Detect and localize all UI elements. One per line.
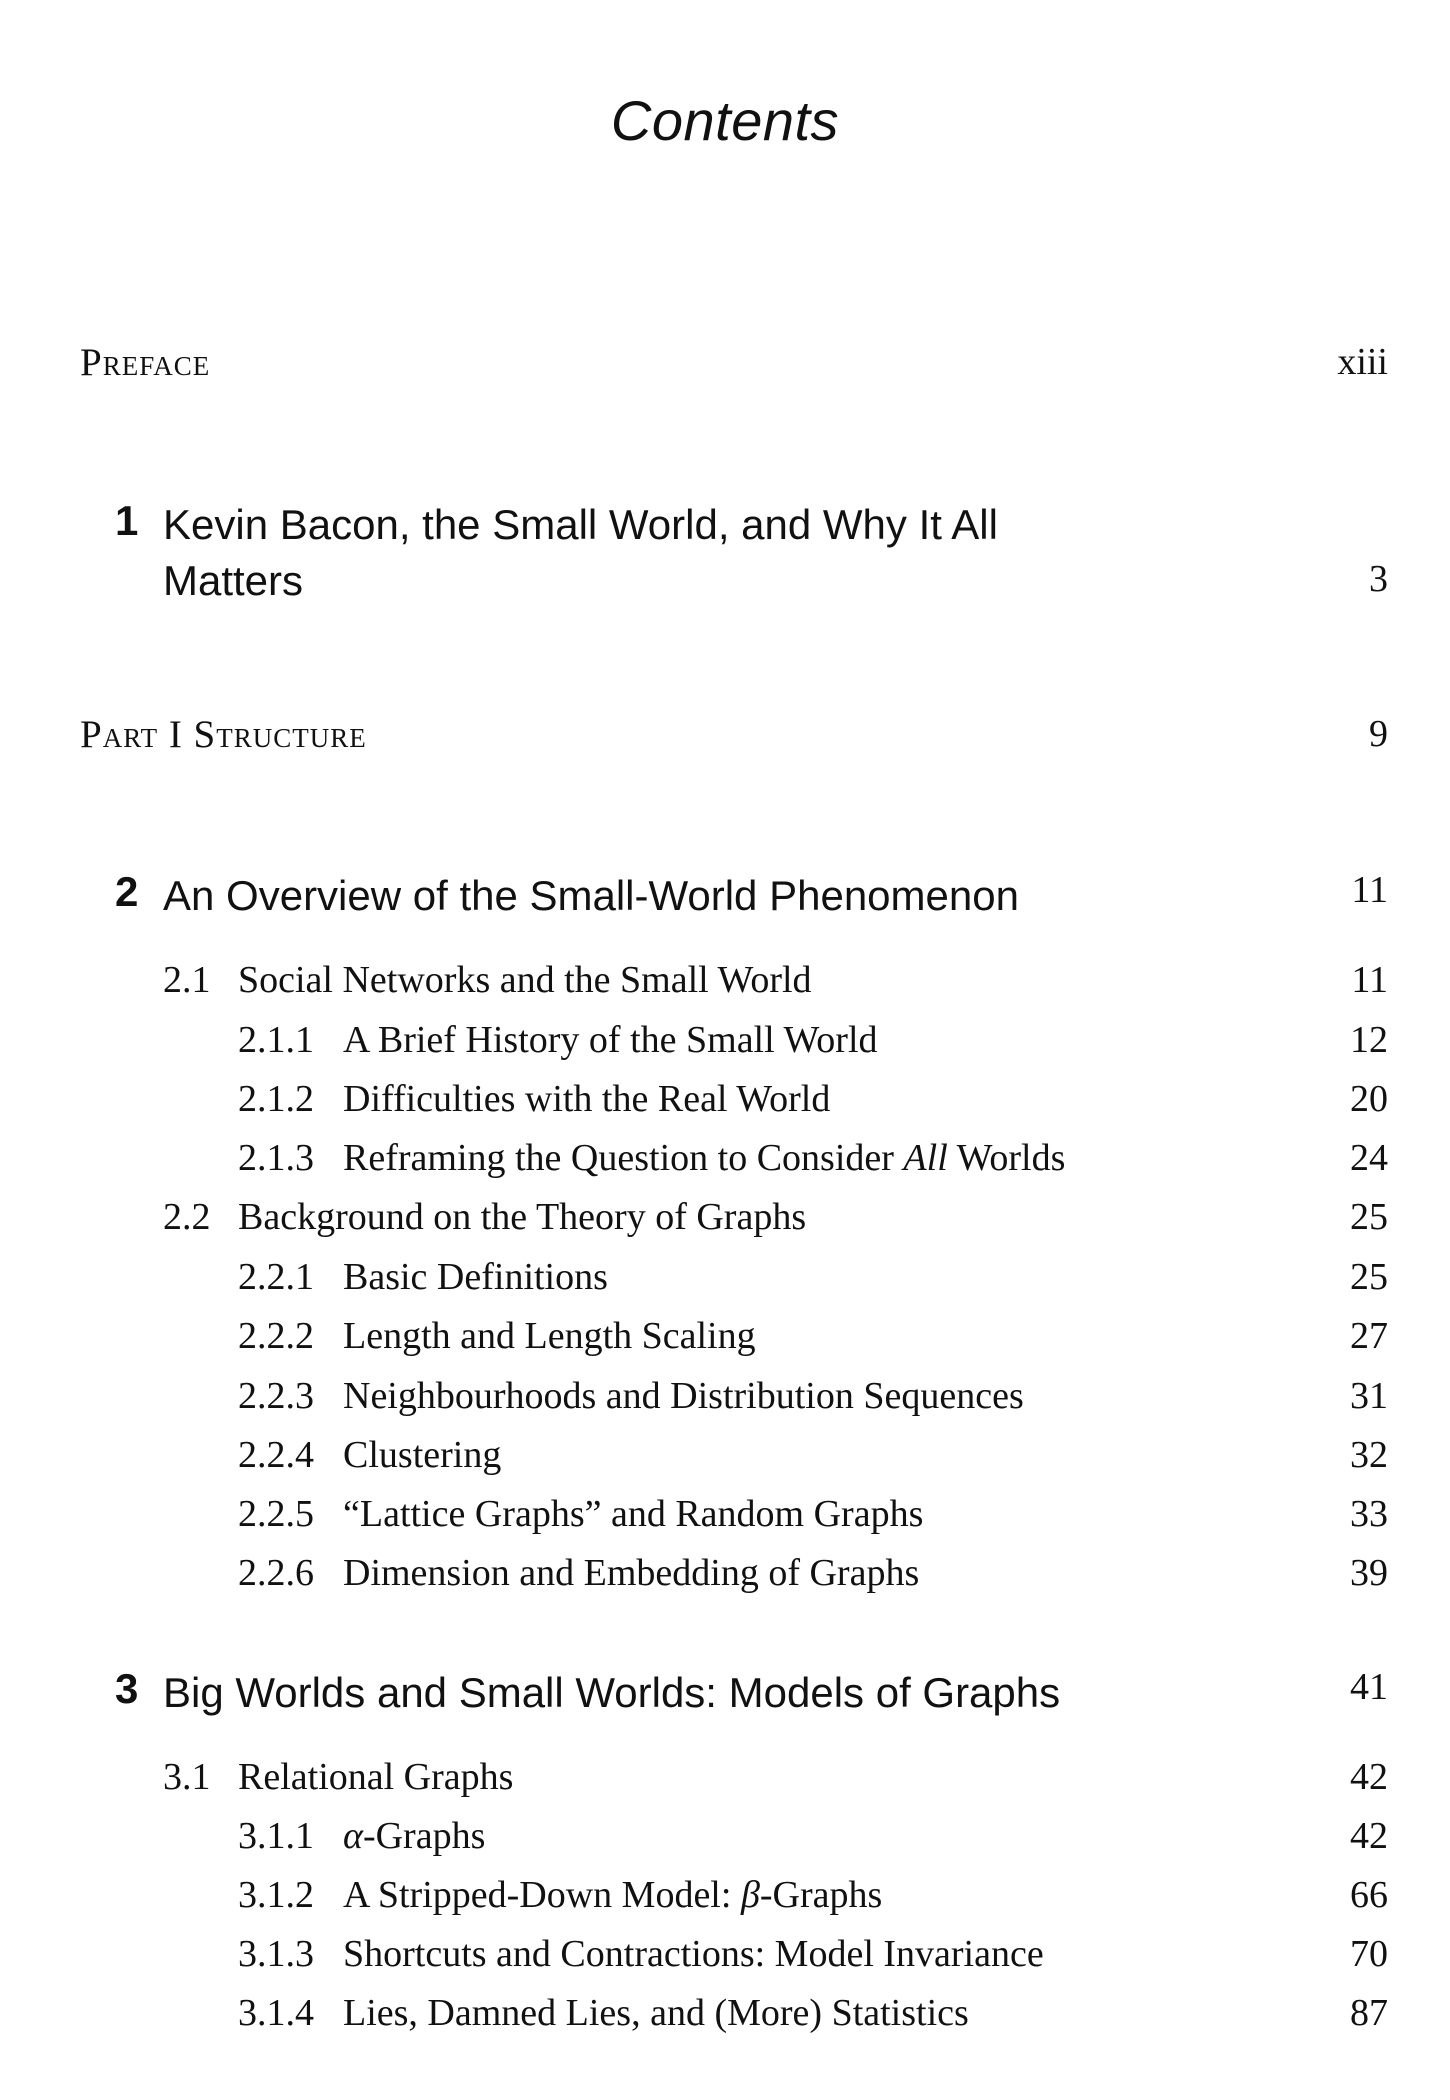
subsection-number: 2.2.5 <box>238 1493 314 1535</box>
subsection-number: 2.1.2 <box>238 1078 314 1120</box>
subsection-page-number: 39 <box>1350 1552 1388 1594</box>
subsection-title: Lies, Damned Lies, and (More) Statistics <box>343 1992 969 2034</box>
subsection-number: 3.1.3 <box>238 1933 314 1975</box>
subsection-page-number: 25 <box>1350 1256 1388 1298</box>
subsection-page-number: 87 <box>1350 1992 1388 2034</box>
chapter-number: 1 <box>115 497 139 544</box>
subsection-title: Difficulties with the Real World <box>343 1078 831 1120</box>
subsection-page-number: 24 <box>1350 1137 1388 1179</box>
subsection-number: 2.1.3 <box>238 1137 314 1179</box>
section-page-number: 42 <box>1350 1756 1388 1798</box>
preface-label: Preface <box>80 341 211 384</box>
toc-entry-chapter-1[interactable] <box>0 497 1450 617</box>
subsection-page-number: 70 <box>1350 1933 1388 1975</box>
subsection-title-text-end: -Graphs <box>759 1874 883 1916</box>
chapter-title: Big Worlds and Small Worlds: Models of Graphs <box>163 1669 1061 1716</box>
section-page-number: 11 <box>1351 959 1388 1001</box>
subsection-number: 2.2.4 <box>238 1434 314 1476</box>
subsection-title: “Lattice Graphs” and Random Graphs <box>343 1493 924 1535</box>
subsection-title-italic: α <box>343 1815 363 1857</box>
toc-entry-subsection-2-2-3[interactable] <box>0 1374 1450 1434</box>
chapter-page-number: 41 <box>1350 1666 1388 1708</box>
subsection-number: 3.1.1 <box>238 1815 314 1857</box>
subsection-number: 2.1.1 <box>238 1019 314 1061</box>
toc-entry-subsection-2-1-1[interactable] <box>0 1018 1450 1078</box>
subsection-page-number: 42 <box>1350 1815 1388 1857</box>
subsection-page-number: 33 <box>1350 1493 1388 1535</box>
subsection-title-text: A Stripped-Down Model: <box>343 1874 741 1916</box>
subsection-number: 2.2.6 <box>238 1552 314 1594</box>
subsection-page-number: 66 <box>1350 1874 1388 1916</box>
subsection-title-text-end: Worlds <box>947 1137 1066 1179</box>
toc-entry-section-2-2[interactable] <box>0 1195 1450 1255</box>
subsection-title: Length and Length Scaling <box>343 1315 756 1357</box>
toc-entry-subsection-2-2-6[interactable] <box>0 1551 1450 1611</box>
subsection-title: Clustering <box>343 1434 502 1476</box>
subsection-title: Neighbourhoods and Distribution Sequences <box>343 1375 1024 1417</box>
chapter-title: An Overview of the Small-World Phenomenon <box>163 872 1019 919</box>
subsection-number: 2.2.1 <box>238 1256 314 1298</box>
subsection-title-text: Reframing the Question to Consider <box>343 1137 904 1179</box>
toc-entry-part-1[interactable] <box>0 712 1450 772</box>
chapter-title-line-2: Matters <box>163 557 304 604</box>
subsection-page-number: 31 <box>1350 1375 1388 1417</box>
subsection-number: 2.2.3 <box>238 1375 314 1417</box>
part-page-number: 9 <box>1369 713 1388 755</box>
toc-entry-subsection-2-2-1[interactable] <box>0 1255 1450 1315</box>
subsection-number: 2.2.2 <box>238 1315 314 1357</box>
toc-entry-subsection-2-1-2[interactable] <box>0 1077 1450 1137</box>
toc-entry-subsection-2-2-5[interactable] <box>0 1492 1450 1552</box>
subsection-title: A Brief History of the Small World <box>343 1019 878 1061</box>
chapter-page-number: 11 <box>1351 869 1388 911</box>
toc-entry-chapter-3[interactable] <box>0 1665 1450 1725</box>
part-label: Part I Structure <box>80 713 367 756</box>
chapter-number: 2 <box>115 868 139 915</box>
page-title: Contents <box>610 89 840 152</box>
subsection-title <box>343 1136 1065 1180</box>
subsection-title-text-end: -Graphs <box>362 1815 486 1857</box>
subsection-title-italic: β <box>740 1874 760 1916</box>
subsection-page-number: 20 <box>1350 1078 1388 1120</box>
subsection-title: Shortcuts and Contractions: Model Invariance <box>343 1933 1044 1975</box>
chapter-page-number: 3 <box>1369 558 1388 600</box>
section-number: 2.1 <box>163 959 211 1001</box>
section-title: Social Networks and the Small World <box>238 959 812 1001</box>
subsection-number: 3.1.2 <box>238 1874 314 1916</box>
chapter-number: 3 <box>115 1665 139 1712</box>
toc-entry-section-3-1[interactable] <box>0 1755 1450 1815</box>
subsection-title <box>343 1873 882 1917</box>
toc-entry-subsection-3-1-1[interactable] <box>0 1814 1450 1874</box>
toc-entry-subsection-2-1-3[interactable] <box>0 1136 1450 1196</box>
section-title: Relational Graphs <box>238 1756 514 1798</box>
subsection-title <box>343 1814 485 1858</box>
toc-entry-subsection-3-1-2[interactable] <box>0 1873 1450 1933</box>
section-number: 2.2 <box>163 1196 211 1238</box>
section-page-number: 25 <box>1350 1196 1388 1238</box>
subsection-number: 3.1.4 <box>238 1992 314 2034</box>
subsection-page-number: 27 <box>1350 1315 1388 1357</box>
subsection-page-number: 12 <box>1350 1019 1388 1061</box>
toc-entry-subsection-2-2-4[interactable] <box>0 1433 1450 1493</box>
subsection-title-italic: All <box>903 1137 948 1179</box>
toc-entry-chapter-2[interactable] <box>0 868 1450 928</box>
chapter-title-line-1: Kevin Bacon, the Small World, and Why It All <box>163 501 998 548</box>
toc-entry-subsection-3-1-3[interactable] <box>0 1932 1450 1992</box>
section-number: 3.1 <box>163 1756 211 1798</box>
toc-entry-subsection-2-2-2[interactable] <box>0 1314 1450 1374</box>
section-title: Background on the Theory of Graphs <box>238 1196 807 1238</box>
toc-entry-section-2-1[interactable] <box>0 958 1450 1018</box>
subsection-title: Basic Definitions <box>343 1256 608 1298</box>
toc-entry-subsection-3-1-4[interactable] <box>0 1991 1450 2051</box>
subsection-page-number: 32 <box>1350 1434 1388 1476</box>
subsection-title: Dimension and Embedding of Graphs <box>343 1552 920 1594</box>
preface-page-number: xiii <box>1337 341 1388 383</box>
toc-entry-preface[interactable] <box>0 340 1450 400</box>
